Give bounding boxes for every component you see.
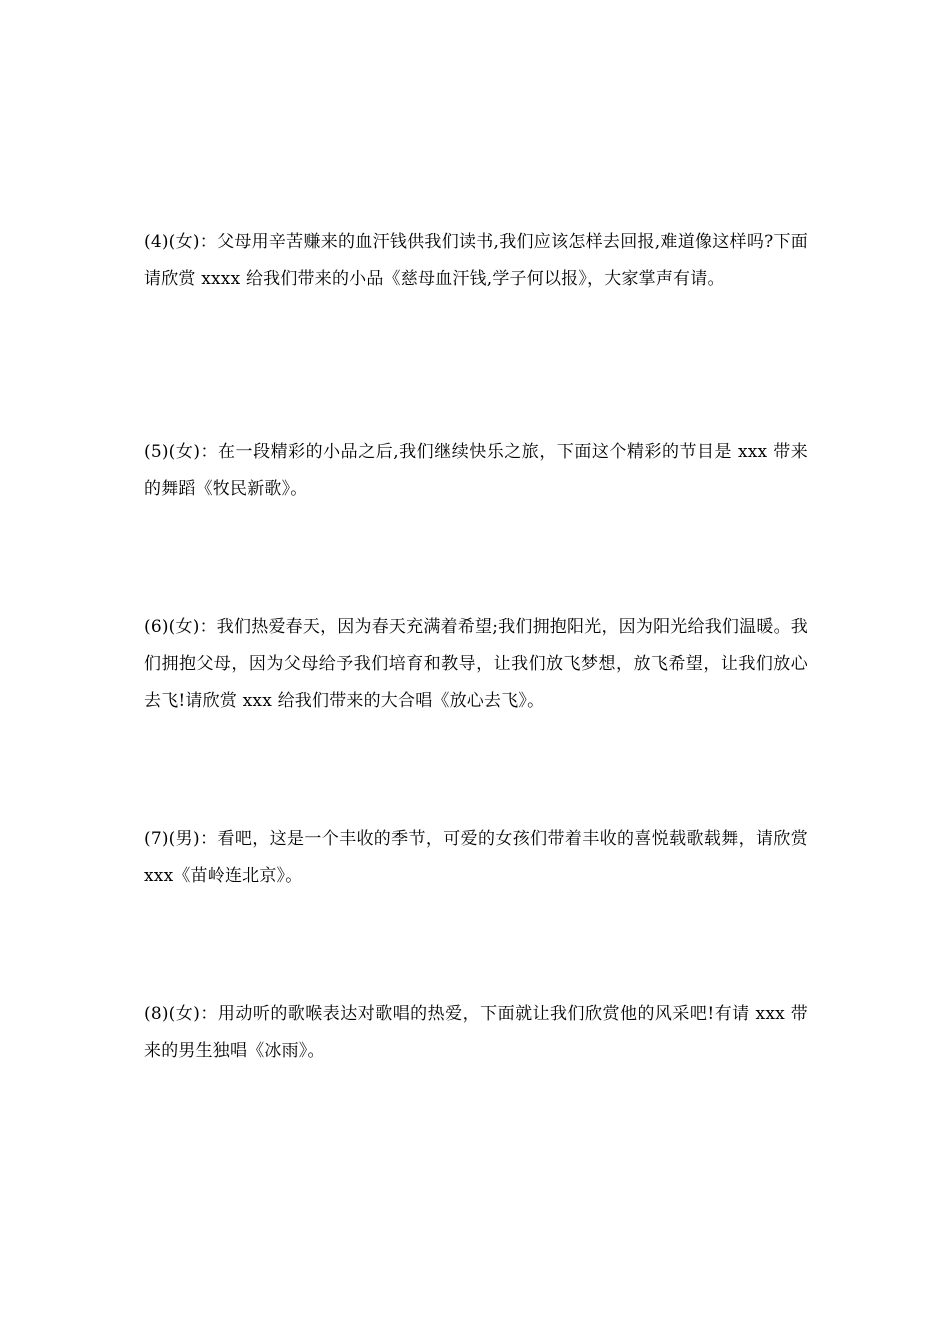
paragraph-host-line-4: (4)(女)：父母用辛苦赚来的血汗钱供我们读书,我们应该怎样去回报,难道像这样吗?下面请欣赏 xxxx 给我们带来的小品《慈母血汗钱,学子何以报》，大家掌声有请。 xyxy=(144,232,808,289)
paragraph-host-line-7: (7)(男)：看吧，这是一个丰收的季节，可爱的女孩们带着丰收的喜悦载歌载舞，请欣赏 xxx《苗岭连北京》。 xyxy=(144,829,808,886)
paragraph-host-line-8: (8)(女)：用动听的歌喉表达对歌唱的热爱，下面就让我们欣赏他的风采吧!有请 xxx 带来的男生独唱《冰雨》。 xyxy=(144,1004,808,1061)
paragraph-host-line-5: (5)(女)：在一段精彩的小品之后,我们继续快乐之旅，下面这个精彩的节目是 xxx 带来的舞蹈《牧民新歌》。 xyxy=(144,442,808,499)
paragraph-host-line-6: (6)(女)：我们热爱春天，因为春天充满着希望;我们拥抱阳光，因为阳光给我们温暖。我们拥抱父母，因为父母给予我们培育和教导，让我们放飞梦想，放飞希望，让我们放心去飞!请欣赏 xxx 给我们带来的大合唱《放心去飞》。 xyxy=(144,617,808,711)
